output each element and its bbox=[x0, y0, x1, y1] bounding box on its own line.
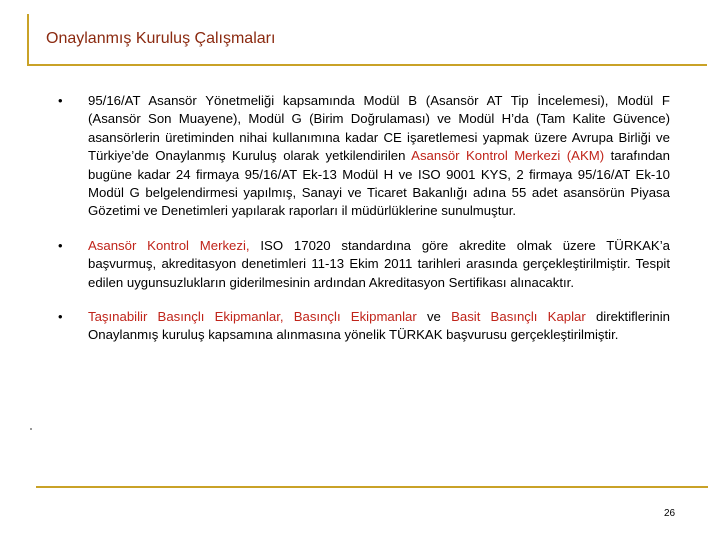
highlight-akm-name: Asansör Kontrol Merkezi, bbox=[88, 237, 250, 253]
page-number: 26 bbox=[664, 508, 676, 519]
bullet-item-pressure-equipment bbox=[58, 308, 670, 345]
highlight-akm: Asansör Kontrol Merkezi (AKM) bbox=[411, 148, 605, 164]
bullet-text: 95/16/AT Asansör Yönetmeliği kapsamında Modül B (Asansör AT Tip İncelemesi), Modül F (Asansör Son Muayene), Modül G (Birim Doğrulaması) ve Modül H’da (Tam Kalite Güvence) asansörlerin üretiminden nihai kullanımına kadar CE işaretlemesi yapmak üzere Avrupa Birliği ve Türkiye’de Onaylanmış Kuruluş olarak yetkilendirilen Asansör Kontrol Merkezi (AKM) tarafından bugüne kadar 24 firmaya 95/16/AT Ek-13 Modül H ve ISO 9001 KYS, 2 firmaya 95/16/AT Ek-10 Modül G belgelendirmesi yapılmış, Sanayi ve Ticaret Bakanlığı adına 55 adet asansörün Piyasa Gözetimi ve Denetimleri yapılarak raporları il müdürlüklerine sunulmuştur. bbox=[88, 93, 670, 219]
footer-rule bbox=[36, 486, 708, 488]
bullet-text: Taşınabilir Basınçlı Ekipmanlar, Basınçlı Ekipmanlar ve Basit Basınçlı Kaplar direktiflerinin Onaylanmış kuruluş kapsamına alınmasına yönelik TÜRKAK başvurusu gerçekleştirilmiştir. bbox=[88, 309, 670, 343]
bullet-list bbox=[58, 92, 670, 361]
title-left-rule bbox=[27, 14, 29, 66]
bullet-dot: • bbox=[58, 309, 63, 325]
highlight-pressure-equipment: Taşınabilir Basınçlı Ekipmanlar, Basınçlı Ekipmanlar bbox=[88, 309, 417, 325]
bullet-dot: • bbox=[58, 93, 63, 108]
title-bottom-rule bbox=[27, 64, 707, 66]
slide-title: Onaylanmış Kuruluş Çalışmaları bbox=[46, 30, 276, 47]
bullet-item-akm-accreditation bbox=[58, 237, 670, 292]
bullet-text: Asansör Kontrol Merkezi, ISO 17020 standardına göre akredite olmak üzere TÜRKAK’a başvurmuş, akreditasyon denetimleri 11-13 Ekim 2011 tarihleri arasında gerçekleştirilmiştir. Tespit edilen uygunsuzlukların giderilmesinin ardından Akreditasyon Sertifikası alınacaktır. bbox=[88, 237, 670, 290]
decorative-mark bbox=[30, 428, 32, 430]
bullet-dot: • bbox=[58, 237, 63, 253]
bullet-item-akm-notified-body bbox=[58, 92, 670, 221]
highlight-simple-pressure-vessels: Basit Basınçlı Kaplar bbox=[451, 309, 586, 325]
